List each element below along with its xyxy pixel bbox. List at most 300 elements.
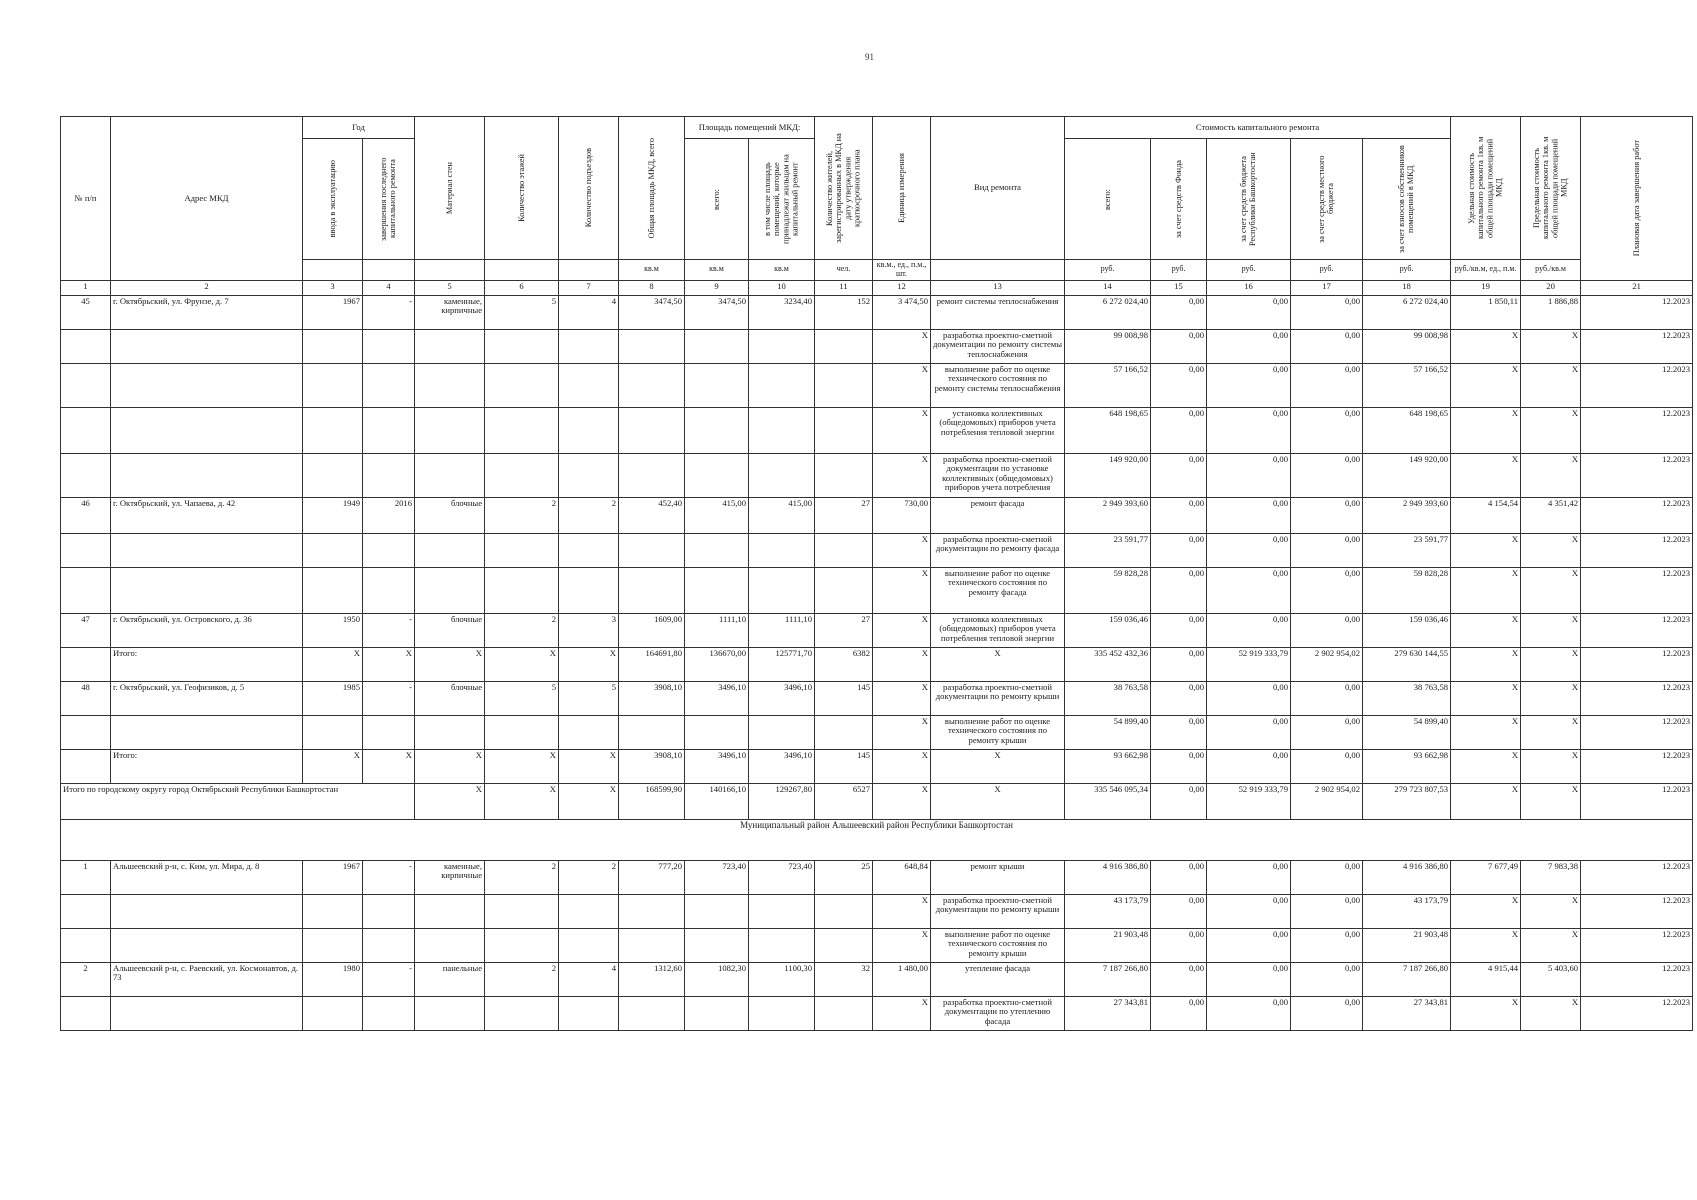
cell-material [415, 894, 485, 928]
header-premises-area-group: Площадь помещений МКД: [685, 117, 815, 139]
cell-area-all: 136670,00 [685, 647, 749, 681]
cell-area-res [749, 715, 815, 749]
cell-owners: 7 187 266,80 [1363, 962, 1451, 996]
cell-limit: X [1521, 996, 1581, 1030]
cell-material: блочные [415, 613, 485, 647]
cell-fund: 0,00 [1151, 363, 1207, 407]
cell-unit: 648,84 [873, 860, 931, 894]
cell-date: 12.2023 [1581, 928, 1693, 962]
unit-cell: руб. [1363, 260, 1451, 281]
cell-total-area [619, 329, 685, 363]
cell-limit: 1 886,88 [1521, 295, 1581, 329]
cell-rep: 0,00 [1207, 860, 1291, 894]
header-fund: за счет средств Фонда [1173, 159, 1183, 239]
cell-area-res: 1111,10 [749, 613, 815, 647]
cell-total-area [619, 453, 685, 497]
cell-spec: X [1451, 567, 1521, 613]
cell-material: блочные [415, 681, 485, 715]
cell-local: 0,00 [1291, 533, 1363, 567]
cell-owners: 2 949 393,60 [1363, 497, 1451, 533]
cell-rep: 0,00 [1207, 497, 1291, 533]
cell-residents [815, 407, 873, 453]
cell-spec: X [1451, 329, 1521, 363]
cell-year-built: 1985 [303, 681, 363, 715]
cell-owners: 99 008,98 [1363, 329, 1451, 363]
cell-spec: X [1451, 783, 1521, 819]
cell-date: 12.2023 [1581, 681, 1693, 715]
cell-fund: 0,00 [1151, 295, 1207, 329]
cell-area-all [685, 928, 749, 962]
cell-owners: 93 662,98 [1363, 749, 1451, 783]
cell-limit: X [1521, 363, 1581, 407]
cell-limit: X [1521, 407, 1581, 453]
cell-rep: 0,00 [1207, 453, 1291, 497]
cell-limit: X [1521, 329, 1581, 363]
cell-limit: X [1521, 681, 1581, 715]
cell-local: 0,00 [1291, 894, 1363, 928]
cell-work: разработка проектно-сметной документации по утеплению фасада [931, 996, 1065, 1030]
cell-fund: 0,00 [1151, 928, 1207, 962]
table-body [61, 280, 1693, 1030]
cell-spec: X [1451, 407, 1521, 453]
cell-unit: X [873, 363, 931, 407]
cell-spec: X [1451, 681, 1521, 715]
cell-floors [485, 453, 559, 497]
cell-area-res: 3496,10 [749, 681, 815, 715]
cell-no: 2 [61, 962, 111, 996]
cell-cost: 27 343,81 [1065, 996, 1151, 1030]
cell-cost: 335 546 095,34 [1065, 783, 1151, 819]
cell-residents [815, 715, 873, 749]
cell-last-repair: 2016 [363, 497, 415, 533]
table-row [61, 407, 1693, 453]
cell-fund: 0,00 [1151, 783, 1207, 819]
cell-no [61, 363, 111, 407]
cell-material [415, 567, 485, 613]
section-title: Муниципальный район Альшеевский район Республики Башкортостан [61, 819, 1693, 860]
cell-date: 12.2023 [1581, 962, 1693, 996]
cell-area-all: 415,00 [685, 497, 749, 533]
cell-address [111, 407, 303, 453]
cell-year-built: 1950 [303, 613, 363, 647]
cell-unit: 730,00 [873, 497, 931, 533]
cell-area-res: 125771,70 [749, 647, 815, 681]
cell-fund: 0,00 [1151, 749, 1207, 783]
section-row [61, 819, 1693, 860]
page-number: 91 [865, 52, 874, 62]
cell-fund: 0,00 [1151, 647, 1207, 681]
cell-entrances: 5 [559, 681, 619, 715]
cell-date: 12.2023 [1581, 295, 1693, 329]
cell-area-all [685, 407, 749, 453]
cell-year-built: 1949 [303, 497, 363, 533]
cell-entrances [559, 329, 619, 363]
cell-limit: 7 983,38 [1521, 860, 1581, 894]
cell-total-area: 3474,50 [619, 295, 685, 329]
cell-rep: 0,00 [1207, 749, 1291, 783]
cell-last-repair [363, 715, 415, 749]
cell-no [61, 715, 111, 749]
cell-total-area [619, 996, 685, 1030]
cell-residents [815, 894, 873, 928]
cell-material [415, 533, 485, 567]
cell-limit: X [1521, 613, 1581, 647]
cell-cost: 149 920,00 [1065, 453, 1151, 497]
cell-fund: 0,00 [1151, 894, 1207, 928]
header-entrances: Количество подъездов [583, 148, 593, 228]
cell-no [61, 749, 111, 783]
cell-residents [815, 928, 873, 962]
cell-year-built [303, 407, 363, 453]
cell-owners: 648 198,65 [1363, 407, 1451, 453]
cell-address: г. Октябрьский, ул. Фрунзе, д. 7 [111, 295, 303, 329]
cell-local: 0,00 [1291, 363, 1363, 407]
cell-total-area: 777,20 [619, 860, 685, 894]
cell-owners: 57 166,52 [1363, 363, 1451, 407]
cell-residents [815, 567, 873, 613]
cell-cost: 23 591,77 [1065, 533, 1151, 567]
header-cost-group: Стоимость капитального ремонта [1065, 117, 1451, 139]
cell-total-area: 1312,60 [619, 962, 685, 996]
cell-local: 0,00 [1291, 407, 1363, 453]
cell-rep: 0,00 [1207, 295, 1291, 329]
cell-cost: 57 166,52 [1065, 363, 1151, 407]
cell-floors: 5 [485, 295, 559, 329]
header-no: № п/п [61, 117, 111, 281]
cell-area-res [749, 329, 815, 363]
cell-last-repair [363, 533, 415, 567]
capital-repair-table [60, 116, 1693, 1031]
cell-spec: X [1451, 928, 1521, 962]
cell-owners: 43 173,79 [1363, 894, 1451, 928]
cell-address [111, 533, 303, 567]
cell-work: разработка проектно-сметной документации по установке коллективных (общедомовых) приборов учета потребления [931, 453, 1065, 497]
cell-rep: 0,00 [1207, 567, 1291, 613]
header-material: Материал стен [444, 161, 454, 215]
table-row [61, 329, 1693, 363]
cell-cost: 7 187 266,80 [1065, 962, 1151, 996]
cell-spec: X [1451, 749, 1521, 783]
cell-local: 0,00 [1291, 928, 1363, 962]
cell-fund: 0,00 [1151, 533, 1207, 567]
unit-cell: кв.м [749, 260, 815, 281]
cell-last-repair [363, 894, 415, 928]
cell-year-built [303, 996, 363, 1030]
cell-area-res [749, 453, 815, 497]
cell-floors [485, 329, 559, 363]
table-row [61, 647, 1693, 681]
unit-cell: руб. [1065, 260, 1151, 281]
cell-last-repair [363, 453, 415, 497]
header-work-type: Вид ремонта [931, 117, 1065, 260]
cell-unit: X [873, 407, 931, 453]
cell-work: разработка проектно-сметной документации по ремонту крыши [931, 681, 1065, 715]
cell-total-area [619, 567, 685, 613]
cell-work: выполнение работ по оценке технического состояния по ремонту крыши [931, 928, 1065, 962]
cell-floors: 5 [485, 681, 559, 715]
table-row [61, 533, 1693, 567]
cell-total-area [619, 894, 685, 928]
cell-area-res [749, 928, 815, 962]
cell-total-area: 452,40 [619, 497, 685, 533]
cell-date: 12.2023 [1581, 407, 1693, 453]
cell-work: разработка проектно-сметной документации по ремонту фасада [931, 533, 1065, 567]
cell-last-repair: X [363, 749, 415, 783]
cell-owners: 4 916 386,80 [1363, 860, 1451, 894]
cell-last-repair: - [363, 681, 415, 715]
cell-material: блочные [415, 497, 485, 533]
cell-cost: 54 899,40 [1065, 715, 1151, 749]
cell-material: X [415, 749, 485, 783]
cell-material [415, 329, 485, 363]
cell-cost: 6 272 024,40 [1065, 295, 1151, 329]
cell-work: установка коллективных (общедомовых) приборов учета потребления тепловой энергии [931, 407, 1065, 453]
cell-work: выполнение работ по оценке технического состояния по ремонту крыши [931, 715, 1065, 749]
cell-unit: 3 474,50 [873, 295, 931, 329]
cell-unit: X [873, 453, 931, 497]
unit-cell: кв.м [685, 260, 749, 281]
header-date: Плановая дата завершения работ [1632, 140, 1642, 257]
cell-last-repair [363, 329, 415, 363]
cell-local: 0,00 [1291, 567, 1363, 613]
cell-unit: X [873, 783, 931, 819]
cell-work: разработка проектно-сметной документации по ремонту крыши [931, 894, 1065, 928]
cell-spec: 4 915,44 [1451, 962, 1521, 996]
cell-date: 12.2023 [1581, 533, 1693, 567]
cell-unit: X [873, 715, 931, 749]
cell-area-res: 129267,80 [749, 783, 815, 819]
cell-area-res [749, 533, 815, 567]
cell-rep: 0,00 [1207, 681, 1291, 715]
cell-total-area [619, 715, 685, 749]
cell-work: установка коллективных (общедомовых) приборов учета потребления тепловой энергии [931, 613, 1065, 647]
cell-date: 12.2023 [1581, 860, 1693, 894]
cell-residents: 25 [815, 860, 873, 894]
unit-cell: руб./кв.м [1521, 260, 1581, 281]
cell-no [61, 407, 111, 453]
cell-work: X [931, 647, 1065, 681]
table-row [61, 567, 1693, 613]
cell-year-built [303, 363, 363, 407]
cell-residents: 152 [815, 295, 873, 329]
cell-address [111, 996, 303, 1030]
cell-unit: X [873, 749, 931, 783]
cell-entrances: X [559, 647, 619, 681]
cell-fund: 0,00 [1151, 860, 1207, 894]
cell-area-all [685, 453, 749, 497]
cell-area-all [685, 996, 749, 1030]
cell-spec: X [1451, 647, 1521, 681]
city-total-row [61, 783, 1693, 819]
cell-rep: 0,00 [1207, 329, 1291, 363]
cell-address [111, 329, 303, 363]
cell-total-area [619, 407, 685, 453]
header-total-area: Общая площадь МКД, всего [646, 137, 656, 239]
cell-owners: 54 899,40 [1363, 715, 1451, 749]
cell-no [61, 647, 111, 681]
cell-spec: X [1451, 894, 1521, 928]
cell-rep: 0,00 [1207, 363, 1291, 407]
cell-floors [485, 715, 559, 749]
cell-entrances: 2 [559, 497, 619, 533]
cell-floors [485, 567, 559, 613]
cell-no [61, 567, 111, 613]
cell-cost: 93 662,98 [1065, 749, 1151, 783]
cell-owners: 59 828,28 [1363, 567, 1451, 613]
city-total-label: Итого по городскому округу город Октябрьский Республики Башкортостан [61, 783, 415, 819]
cell-local: 2 902 954,02 [1291, 647, 1363, 681]
cell-floors: X [485, 647, 559, 681]
table-row [61, 453, 1693, 497]
table-row [61, 681, 1693, 715]
cell-year-built: X [303, 647, 363, 681]
cell-floors: X [485, 783, 559, 819]
cell-last-repair [363, 567, 415, 613]
cell-unit: X [873, 567, 931, 613]
cell-spec: 7 677,49 [1451, 860, 1521, 894]
cell-no [61, 928, 111, 962]
cell-area-all: 1082,30 [685, 962, 749, 996]
cell-owners: 149 920,00 [1363, 453, 1451, 497]
cell-cost: 2 949 393,60 [1065, 497, 1151, 533]
cell-total-area: 164691,80 [619, 647, 685, 681]
cell-year-built [303, 928, 363, 962]
cell-no [61, 453, 111, 497]
header-unit: Единица измерения [896, 153, 906, 223]
cell-total-area: 168599,90 [619, 783, 685, 819]
cell-local: 0,00 [1291, 749, 1363, 783]
cell-year-built: X [303, 749, 363, 783]
cell-address [111, 453, 303, 497]
header-area-total: всего: [711, 188, 721, 210]
cell-entrances [559, 715, 619, 749]
cell-material: каменные, кирпичные [415, 860, 485, 894]
cell-spec: X [1451, 996, 1521, 1030]
cell-area-res [749, 407, 815, 453]
cell-rep: 0,00 [1207, 928, 1291, 962]
cell-cost: 335 452 432,36 [1065, 647, 1151, 681]
cell-work: X [931, 749, 1065, 783]
cell-floors [485, 894, 559, 928]
cell-address [111, 894, 303, 928]
cell-date: 12.2023 [1581, 749, 1693, 783]
cell-owners: 23 591,77 [1363, 533, 1451, 567]
cell-local: 0,00 [1291, 613, 1363, 647]
cell-fund: 0,00 [1151, 453, 1207, 497]
header-area-residents: в том числе площадь помещений, которые принадлежат жильцам на капитальный ремонт [763, 154, 800, 244]
cell-address: г. Октябрьский, ул. Чапаева, д. 42 [111, 497, 303, 533]
table-row [61, 860, 1693, 894]
cell-area-res: 415,00 [749, 497, 815, 533]
cell-last-repair: - [363, 295, 415, 329]
cell-local: 0,00 [1291, 996, 1363, 1030]
cell-year-built [303, 533, 363, 567]
cell-date: 12.2023 [1581, 647, 1693, 681]
cell-owners: 21 903,48 [1363, 928, 1451, 962]
cell-address [111, 567, 303, 613]
cell-floors [485, 407, 559, 453]
cell-cost: 99 008,98 [1065, 329, 1151, 363]
header-floors: Количество этажей [516, 154, 526, 222]
cell-date: 12.2023 [1581, 363, 1693, 407]
cell-total-area [619, 363, 685, 407]
cell-limit: X [1521, 647, 1581, 681]
cell-entrances: 4 [559, 295, 619, 329]
cell-no: 1 [61, 860, 111, 894]
cell-limit: X [1521, 533, 1581, 567]
cell-material [415, 715, 485, 749]
cell-total-area: 3908,10 [619, 749, 685, 783]
cell-entrances [559, 894, 619, 928]
cell-entrances [559, 567, 619, 613]
cell-floors [485, 363, 559, 407]
cell-address [111, 715, 303, 749]
table-row [61, 715, 1693, 749]
cell-unit: X [873, 996, 931, 1030]
cell-fund: 0,00 [1151, 613, 1207, 647]
cell-residents: 6527 [815, 783, 873, 819]
cell-entrances [559, 533, 619, 567]
cell-work: ремонт фасада [931, 497, 1065, 533]
cell-rep: 52 919 333,79 [1207, 783, 1291, 819]
cell-rep: 0,00 [1207, 962, 1291, 996]
cell-date: 12.2023 [1581, 996, 1693, 1030]
cell-area-all [685, 533, 749, 567]
header-residents: Количество жителей, зарегистрированных в МКД на дату утверждения краткосрочного плана [825, 133, 862, 243]
cell-no [61, 533, 111, 567]
cell-area-res [749, 567, 815, 613]
cell-owners: 279 723 807,53 [1363, 783, 1451, 819]
unit-cell: кв.м., ед., п.м., шт. [873, 260, 931, 281]
cell-address: г. Октябрьский, ул. Островского, д. 36 [111, 613, 303, 647]
cell-unit: X [873, 533, 931, 567]
cell-date: 12.2023 [1581, 329, 1693, 363]
cell-area-all: 723,40 [685, 860, 749, 894]
cell-entrances: 2 [559, 860, 619, 894]
cell-spec: X [1451, 363, 1521, 407]
cell-area-all: 1111,10 [685, 613, 749, 647]
cell-fund: 0,00 [1151, 681, 1207, 715]
cell-limit: X [1521, 715, 1581, 749]
cell-local: 0,00 [1291, 453, 1363, 497]
cell-local: 0,00 [1291, 329, 1363, 363]
table-row [61, 613, 1693, 647]
cell-year-built: 1967 [303, 295, 363, 329]
header-cost-total: всего: [1102, 188, 1112, 210]
cell-year-built [303, 715, 363, 749]
cell-local: 2 902 954,02 [1291, 783, 1363, 819]
header-limit-cost: Предельная стоимость капитального ремонта 1кв. м общей площади помещений МКД [1532, 136, 1569, 240]
table-row [61, 749, 1693, 783]
cell-last-repair [363, 407, 415, 453]
cell-total-area [619, 928, 685, 962]
cell-unit: X [873, 329, 931, 363]
cell-entrances: X [559, 749, 619, 783]
cell-unit: X [873, 613, 931, 647]
header-year-last-repair: завершения последнего капитального ремонта [379, 157, 398, 241]
cell-last-repair: - [363, 860, 415, 894]
cell-date: 12.2023 [1581, 453, 1693, 497]
cell-residents: 27 [815, 613, 873, 647]
cell-rep: 0,00 [1207, 407, 1291, 453]
cell-residents [815, 996, 873, 1030]
cell-floors: X [485, 749, 559, 783]
cell-material [415, 996, 485, 1030]
cell-rep: 0,00 [1207, 715, 1291, 749]
cell-address: Итого: [111, 749, 303, 783]
cell-entrances [559, 996, 619, 1030]
cell-local: 0,00 [1291, 681, 1363, 715]
